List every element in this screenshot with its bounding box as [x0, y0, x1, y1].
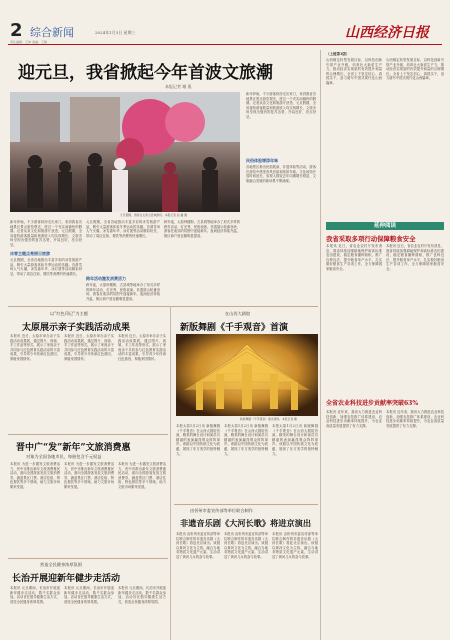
dance-photo-caption: 新版舞剧《千手观音》演出现场。本报记者 摄 [240, 417, 297, 421]
side-headline-2: 我省采取多项行动保障粮食安全 [326, 235, 416, 243]
paper-logo: 山西经济日报 [345, 25, 429, 41]
lower-right-body-c: 本报讯 由忻州市委宣传部等单位联合制作的非遗音乐剧《大河长歌》将赴北京演出。该剧以黄河文化为主线，融合当地非物质文化遗产元素，生动讲述了黄河儿女的奋斗故事。 [272, 532, 318, 559]
lead-subhead-1: 冰雪主题点亮假日旅游 [10, 251, 50, 256]
lead-body-col4: 新年伊始，不少游客纷纷走出家门，来到我省各地景区景点游览观光，度过一个充实而愉快的假期。记者从省文化和旅游厅获悉，元旦假期，全省接待游客数量和旅游收入均实现增长，文旅市场呈现出强劲的复苏态势，开局良好，亮点纷呈。 [246, 92, 316, 119]
lead-subhead-2: 跨年活动激发消费活力 [86, 276, 126, 281]
side-body-1b: 山西锚定转型发展目标，以科技创新引领产业升级，培育壮大新质生产力，推动经济实现质的有效提升和量的合理增长。全省上下坚定信心、真抓实干，奋力谱写中国式现代化山西篇章。 [386, 58, 444, 81]
masthead [0, 0, 450, 44]
mid-left-body-c: 本报讯 近日，太原市举办亲子实践活动成果展，通过图片、视频、手工作品等形式，展示了家庭亲子共同参与红色教育实践活动的丰富成果，引导青少年传承红色基因，厚植家国情怀。 [118, 334, 166, 361]
lower-left-body-c: 本报讯 为进一步激发文旅消费活力，晋中市推出新年文旅消费惠民活动，面向全国游客发放文旅消费券，涵盖景区门票、酒店住宿、特色餐饮等多个领域，助力文旅市场繁荣发展。 [118, 462, 166, 489]
side-section-banner [326, 222, 444, 230]
mid-left-body-b: 本报讯 近日，太原市举办亲子实践活动成果展，通过图片、视频、手工作品等形式，展示了家庭亲子共同参与红色教育实践活动的丰富成果，引导青少年传承红色基因，厚植家国情怀。 [64, 334, 114, 361]
lead-byline: 本报记者 谢 燕 [165, 84, 192, 89]
mid-right-headline: 新版舞剧《千手观音》首演 [180, 323, 289, 333]
lead-photo-caption: 元旦假期，游客在太原古县城游玩。本报记者 赵 鑫 摄 [120, 213, 187, 217]
side-body-2a: 本报讯 近日，省农业农村厅发布消息，我省持续加强耕地保护和高标准农田建设，稳定粮食播种面积，推广良种良法，提升粮食单产水平，扎实做好粮食生产各项工作，全力保障国家粮食安全。 [326, 244, 382, 271]
side-body-3a: 本报讯 近年来，我省大力推进农业科技创新，加强农技推广体系建设，农业科技进步贡献率持续提升，为农业高质量发展提供了有力支撑。 [326, 410, 382, 428]
side-top-label: （上接第1版） [326, 52, 350, 56]
lead-body-col2: 元旦假期，全省各地推出丰富多彩的冰雪旅游产品，吸引大量游客体验冬季运动的乐趣。各滑雪场人气火爆，冰雪嘉年华、冰灯展等活动精彩纷呈，带动了周边住宿、餐饮等消费的快速增长。 [86, 220, 160, 238]
mid-right-body-c: 本报太原1月2日讯 新版舞剧《千手观音》在山西大剧院首演，精美的舞台设计和演员们精湛的表演赢得观众阵阵掌声。该剧以中国传统文化为底蕴，展现了东方美学的独特魅力。 [272, 424, 318, 456]
dance-photo [176, 334, 318, 416]
dance-illustration [176, 334, 318, 416]
lower-left-headline: 晋中广“发”新年”文旅消费惠 [16, 443, 131, 453]
editor-line: 责任编辑：王坤 美编：王静 [10, 40, 47, 44]
lead-body-col1b: 元旦假期，全省各地推出丰富多彩的冰雪旅游产品，吸引大量游客体验冬季运动的乐趣。各滑雪场人气火爆，冰雪嘉年华、冰灯展等活动精彩纷呈，带动了周边住宿、餐饮等消费的快速增长。 [10, 258, 82, 276]
mid-left-body-a: 本报讯 近日，太原市举办亲子实践活动成果展，通过图片、视频、手工作品等形式，展示了家庭亲子共同参与红色教育实践活动的丰富成果，引导青少年传承红色基因，厚植家国情怀。 [10, 334, 60, 361]
lead-headline: 迎元旦，我省掀起今年首波文旅潮 [18, 63, 273, 83]
bottom-left-body-c: 本报讯 元旦期间，长治市开展迎新年健步走活动，数千名群众参加。活动旨在倡导健康生活方式，营造全民健身浓厚氛围。 [118, 586, 166, 604]
lead-body-col1: 新年伊始，不少游客纷纷走出家门，来到我省各地景区景点游览观光，度过一个充实而愉快的假期。记者从省文化和旅游厅获悉，元旦假期，全省接待游客数量和旅游收入均实现增长，文旅市场呈现出强劲的复苏态势，开局良好，亮点纷呈。 [10, 220, 82, 247]
mid-left-kicker: 以“红色印记”为主题 [50, 311, 88, 316]
bottom-left-body-b: 本报讯 元旦期间，长治市开展迎新年健步走活动，数千名群众参加。活动旨在倡导健康生活方式，营造全民健身浓厚氛围。 [64, 586, 114, 604]
lower-right-headline: 非遗音乐剧《大河长歌》将进京演出 [180, 518, 312, 528]
bottom-left-headline: 长治开展迎新年健步走活动 [12, 574, 121, 584]
side-section-label: 延伸阅读 [373, 223, 396, 229]
lower-right-body-a: 本报讯 由忻州市委宣传部等单位联合制作的非遗音乐剧《大河长歌》将赴北京演出。该剧以黄河文化为主线，融合当地非物质文化遗产元素，生动讲述了黄河儿女的奋斗故事。 [176, 532, 220, 559]
crowd-illustration [10, 92, 240, 212]
bottom-left-kicker: 营造全民健身浓厚氛围 [40, 562, 82, 567]
lower-right-body-b: 本报讯 由忻州市委宣传部等单位联合制作的非遗音乐剧《大河长歌》将赴北京演出。该剧以黄河文化为主线，融合当地非物质文化遗产元素，生动讲述了黄河儿女的奋斗故事。 [224, 532, 268, 559]
side-body-3b: 本报讯 近年来，我省大力推进农业科技创新，加强农技推广体系建设，农业科技进步贡献率持续提升，为农业高质量发展提供了有力支撑。 [386, 410, 444, 428]
bottom-left-body-a: 本报讯 元旦期间，长治市开展迎新年健步走活动，数千名群众参加。活动旨在倡导健康生活方式，营造全民健身浓厚氛围。 [10, 586, 60, 604]
lower-left-subhead: 对象为全国各地市民，每册包含千元权益 [26, 454, 102, 459]
masthead-rule [8, 44, 442, 45]
section-title: 综合新闻 [30, 26, 74, 39]
date-line: 2024年1月3日 星期三 [95, 30, 136, 35]
side-body-1: 山西锚定转型发展目标，以科技创新引领产业升级，培育壮大新质生产力，推动经济实现质的有效提升和量的合理增长。全省上下坚定信心、真抓实干，奋力谱写中国式现代化山西篇章。 [326, 58, 382, 85]
lower-right-kicker: 由忻州市委宣传部等单位联合制作 [190, 508, 253, 513]
lower-left-body-b: 本报讯 为进一步激发文旅消费活力，晋中市推出新年文旅消费惠民活动，面向全国游客发放文旅消费券，涵盖景区门票、酒店住宿、特色餐饮等多个领域，助力文旅市场繁荣发展。 [64, 462, 114, 489]
side-body-2b: 本报讯 近日，省农业农村厅发布消息，我省持续加强耕地保护和高标准农田建设，稳定粮食播种面积，推广良种良法，提升粮食单产水平，扎实做好粮食生产各项工作，全力保障国家粮食安全。 [386, 244, 444, 271]
mid-right-body-a: 本报太原1月2日讯 新版舞剧《千手观音》在山西大剧院首演，精美的舞台设计和演员们精湛的表演赢得观众阵阵掌声。该剧以中国传统文化为底蕴，展现了东方美学的独特魅力。 [176, 424, 220, 456]
mid-right-kicker: 在山西大剧院 [225, 311, 251, 316]
lead-body-col4b: 各地景区推出民俗展演、非遗体验等活动，游客在游览中感受晋风晋韵和浓浓年味。文化场馆开放时间延长，参观人数较去年同期增长明显，文旅融合发展的新场景不断涌现。 [246, 165, 316, 183]
mid-left-headline: 太原展示亲子实践活动成果 [22, 323, 131, 333]
lower-left-body-a: 本报讯 为进一步激发文旅消费活力，晋中市推出新年文旅消费惠民活动，面向全国游客发放文旅消费券，涵盖景区门票、酒店住宿、特色餐饮等多个领域，助力文旅市场繁荣发展。 [10, 462, 60, 489]
mid-right-body-b: 本报太原1月2日讯 新版舞剧《千手观音》在山西大剧院首演，精美的舞台设计和演员们精湛的表演赢得观众阵阵掌声。该剧以中国传统文化为底蕴，展现了东方美学的独特魅力。 [224, 424, 268, 456]
page-number: 2 [10, 20, 23, 41]
lead-body-col3: 跨年夜，太原钟楼街、古县城等地举办了形式多样的跨年活动，灯光秀、民俗表演、非遗展示轮番登场，游客在欢乐的氛围中迎接新年。夜间经济持续升温，街区商户营业额明显提高。 [164, 220, 240, 238]
lead-body-col2b: 跨年夜，太原钟楼街、古县城等地举办了形式多样的跨年活动，灯光秀、民俗表演、非遗展示轮番登场，游客在欢乐的氛围中迎接新年。夜间经济持续升温，街区商户营业额明显提高。 [86, 283, 160, 301]
lead-photo [10, 92, 240, 212]
lead-subhead-3: 民俗体验增添年味 [246, 158, 278, 163]
side-headline-3: 全省农业科技进步贡献率突破63% [326, 400, 419, 407]
